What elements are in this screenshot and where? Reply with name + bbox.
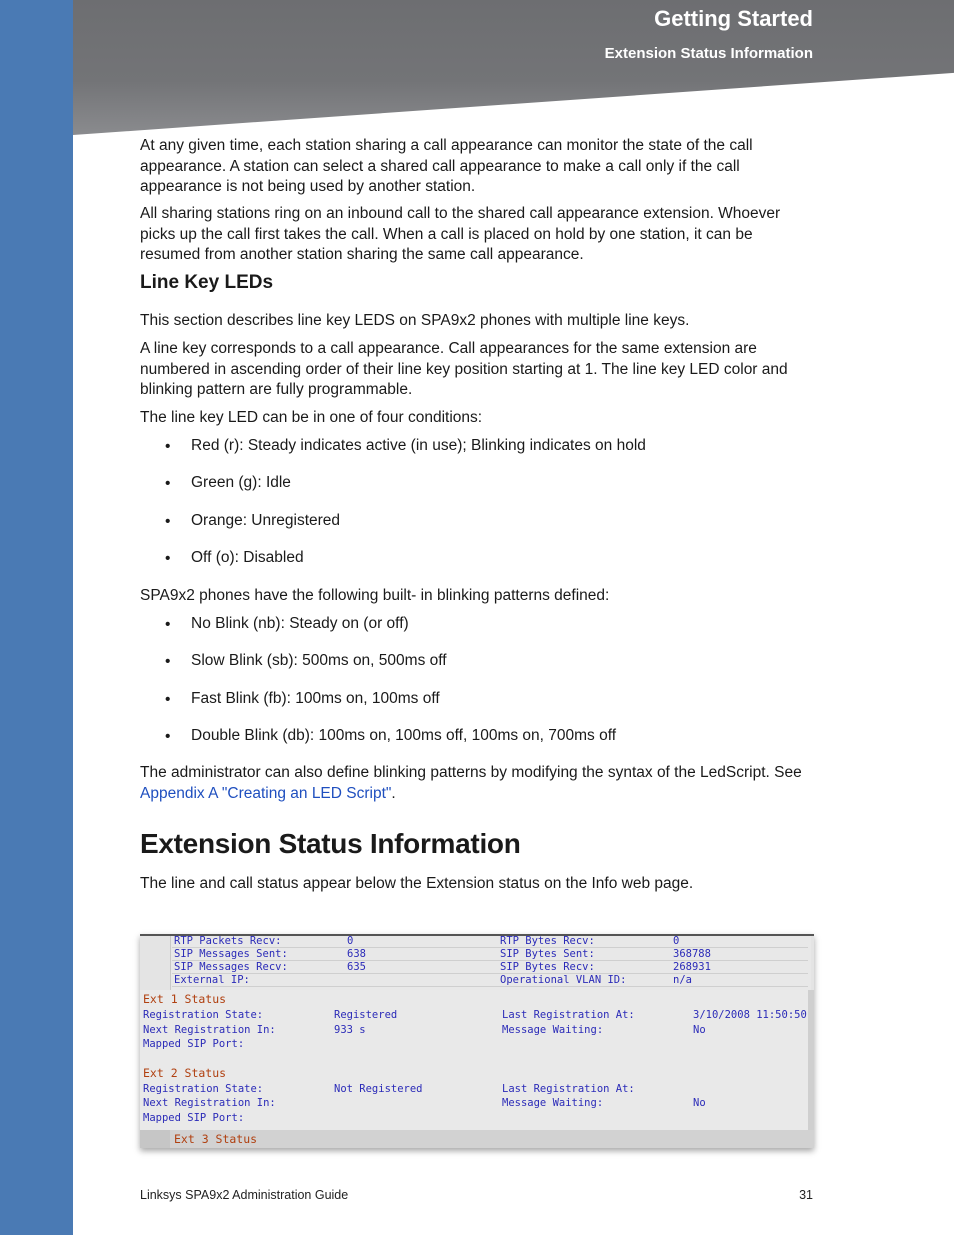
paragraph-sharing-stations: All sharing stations ring on an inbound call to the shared call appearance extension. Whoever picks up the call first takes the call. When a call is placed on hold by one station, it can be resumed from another station sharing the same call appearance. — [140, 205, 781, 263]
ext-value: 3/10/2008 11:50:50 — [693, 1009, 807, 1021]
paragraph-call-appearance: At any given time, each station sharing a call appearance can monitor the state of the call appearance. A station can select a shared call appearance to make a call only if the call appearance is not being used by another station. — [140, 137, 753, 195]
paragraph-patterns-intro: SPA9x2 phones have the following built- in blinking patterns defined: — [140, 587, 610, 604]
ledscript-text: The administrator can also define blinking patterns by modifying the syntax of the LedScript. See — [140, 764, 802, 781]
ext-value: No — [693, 1097, 706, 1109]
stat-value: n/a — [673, 974, 692, 986]
bullet-icon: • — [165, 438, 171, 455]
bullet-icon: • — [165, 513, 171, 530]
list-item-pattern: Double Blink (db): 100ms on, 100ms off, 100ms on, 700ms off — [191, 727, 617, 744]
footer-guide-title: Linksys SPA9x2 Administration Guide — [140, 1188, 349, 1202]
ext-label: Next Registration In: — [143, 1097, 276, 1109]
ext-label: Message Waiting: — [502, 1097, 604, 1109]
stat-value: 368788 — [673, 948, 711, 960]
ext-value: Not Registered — [334, 1083, 423, 1095]
paragraph-ledscript — [140, 763, 814, 804]
stat-value: 0 — [347, 935, 354, 947]
stat-label: Operational VLAN ID: — [500, 974, 627, 986]
appendix-a-link[interactable]: Appendix A "Creating an LED Script" — [140, 784, 392, 802]
ext-label: Next Registration In: — [143, 1024, 276, 1036]
list-item-pattern: Slow Blink (sb): 500ms on, 500ms off — [191, 652, 447, 669]
section-title: Extension Status Information — [604, 45, 813, 62]
ext-label: Message Waiting: — [502, 1024, 604, 1036]
stat-value: 638 — [347, 948, 366, 960]
list-item-condition: Off (o): Disabled — [191, 549, 304, 566]
stat-label: SIP Messages Sent: — [174, 948, 288, 960]
stat-value: 635 — [347, 961, 366, 973]
list-item-condition: Red (r): Steady indicates active (in use); Blinking indicates on hold — [191, 437, 646, 454]
header-band — [73, 0, 954, 135]
stat-label: SIP Bytes Recv: — [500, 961, 595, 973]
info-page-screenshot — [140, 934, 814, 1148]
ext3-status-title: Ext 3 Status — [174, 1132, 258, 1146]
stat-label: SIP Messages Recv: — [174, 961, 288, 973]
stat-value: 268931 — [673, 961, 711, 973]
paragraph-line-key-description: A line key corresponds to a call appearance. Call appearances for the same extension are numbered in ascending order of their line key position starting at 1. The line key LED color and blinking pattern are fully programmable. — [140, 340, 788, 398]
stat-label: External IP: — [174, 974, 250, 986]
bullet-icon: • — [165, 550, 171, 567]
bullet-icon: • — [165, 691, 171, 708]
list-item-pattern: No Blink (nb): Steady on (or off) — [191, 615, 409, 632]
bullet-icon: • — [165, 653, 171, 670]
ext-label: Last Registration At: — [502, 1083, 635, 1095]
chapter-title: Getting Started — [654, 6, 813, 31]
heading-extension-status: Extension Status Information — [140, 828, 521, 859]
ext-label: Mapped SIP Port: — [143, 1112, 245, 1124]
bullet-icon: • — [165, 475, 171, 492]
ext-value: 933 s — [334, 1024, 366, 1036]
list-item-condition: Orange: Unregistered — [191, 512, 341, 529]
left-color-band — [0, 0, 73, 1235]
footer-page-number: 31 — [799, 1188, 813, 1202]
ext-label: Registration State: — [143, 1009, 264, 1021]
ext2-status-title: Ext 2 Status — [143, 1066, 227, 1080]
stat-label: RTP Packets Recv: — [174, 935, 282, 947]
ext-label: Mapped SIP Port: — [143, 1038, 245, 1050]
paragraph-conditions-intro: The line key LED can be in one of four conditions: — [140, 409, 483, 426]
stat-value: 0 — [673, 935, 680, 947]
list-item-condition: Green (g): Idle — [191, 474, 291, 491]
ext1-status-title: Ext 1 Status — [143, 992, 227, 1006]
heading-line-key-leds: Line Key LEDs — [140, 272, 274, 293]
stat-label: SIP Bytes Sent: — [500, 948, 595, 960]
ext-label: Last Registration At: — [502, 1009, 635, 1021]
stat-label: RTP Bytes Recv: — [500, 935, 595, 947]
ext-value: Registered — [334, 1009, 398, 1021]
bullet-icon: • — [165, 616, 171, 633]
ext-value: No — [693, 1024, 706, 1036]
ledscript-period: . — [391, 784, 396, 802]
bullet-icon: • — [165, 728, 171, 745]
paragraph-extension-status: The line and call status appear below the Extension status on the Info web page. — [140, 875, 694, 892]
paragraph-line-key-intro: This section describes line key LEDS on SPA9x2 phones with multiple line keys. — [140, 312, 690, 329]
list-item-pattern: Fast Blink (fb): 100ms on, 100ms off — [191, 690, 440, 707]
ext-label: Registration State: — [143, 1083, 264, 1095]
